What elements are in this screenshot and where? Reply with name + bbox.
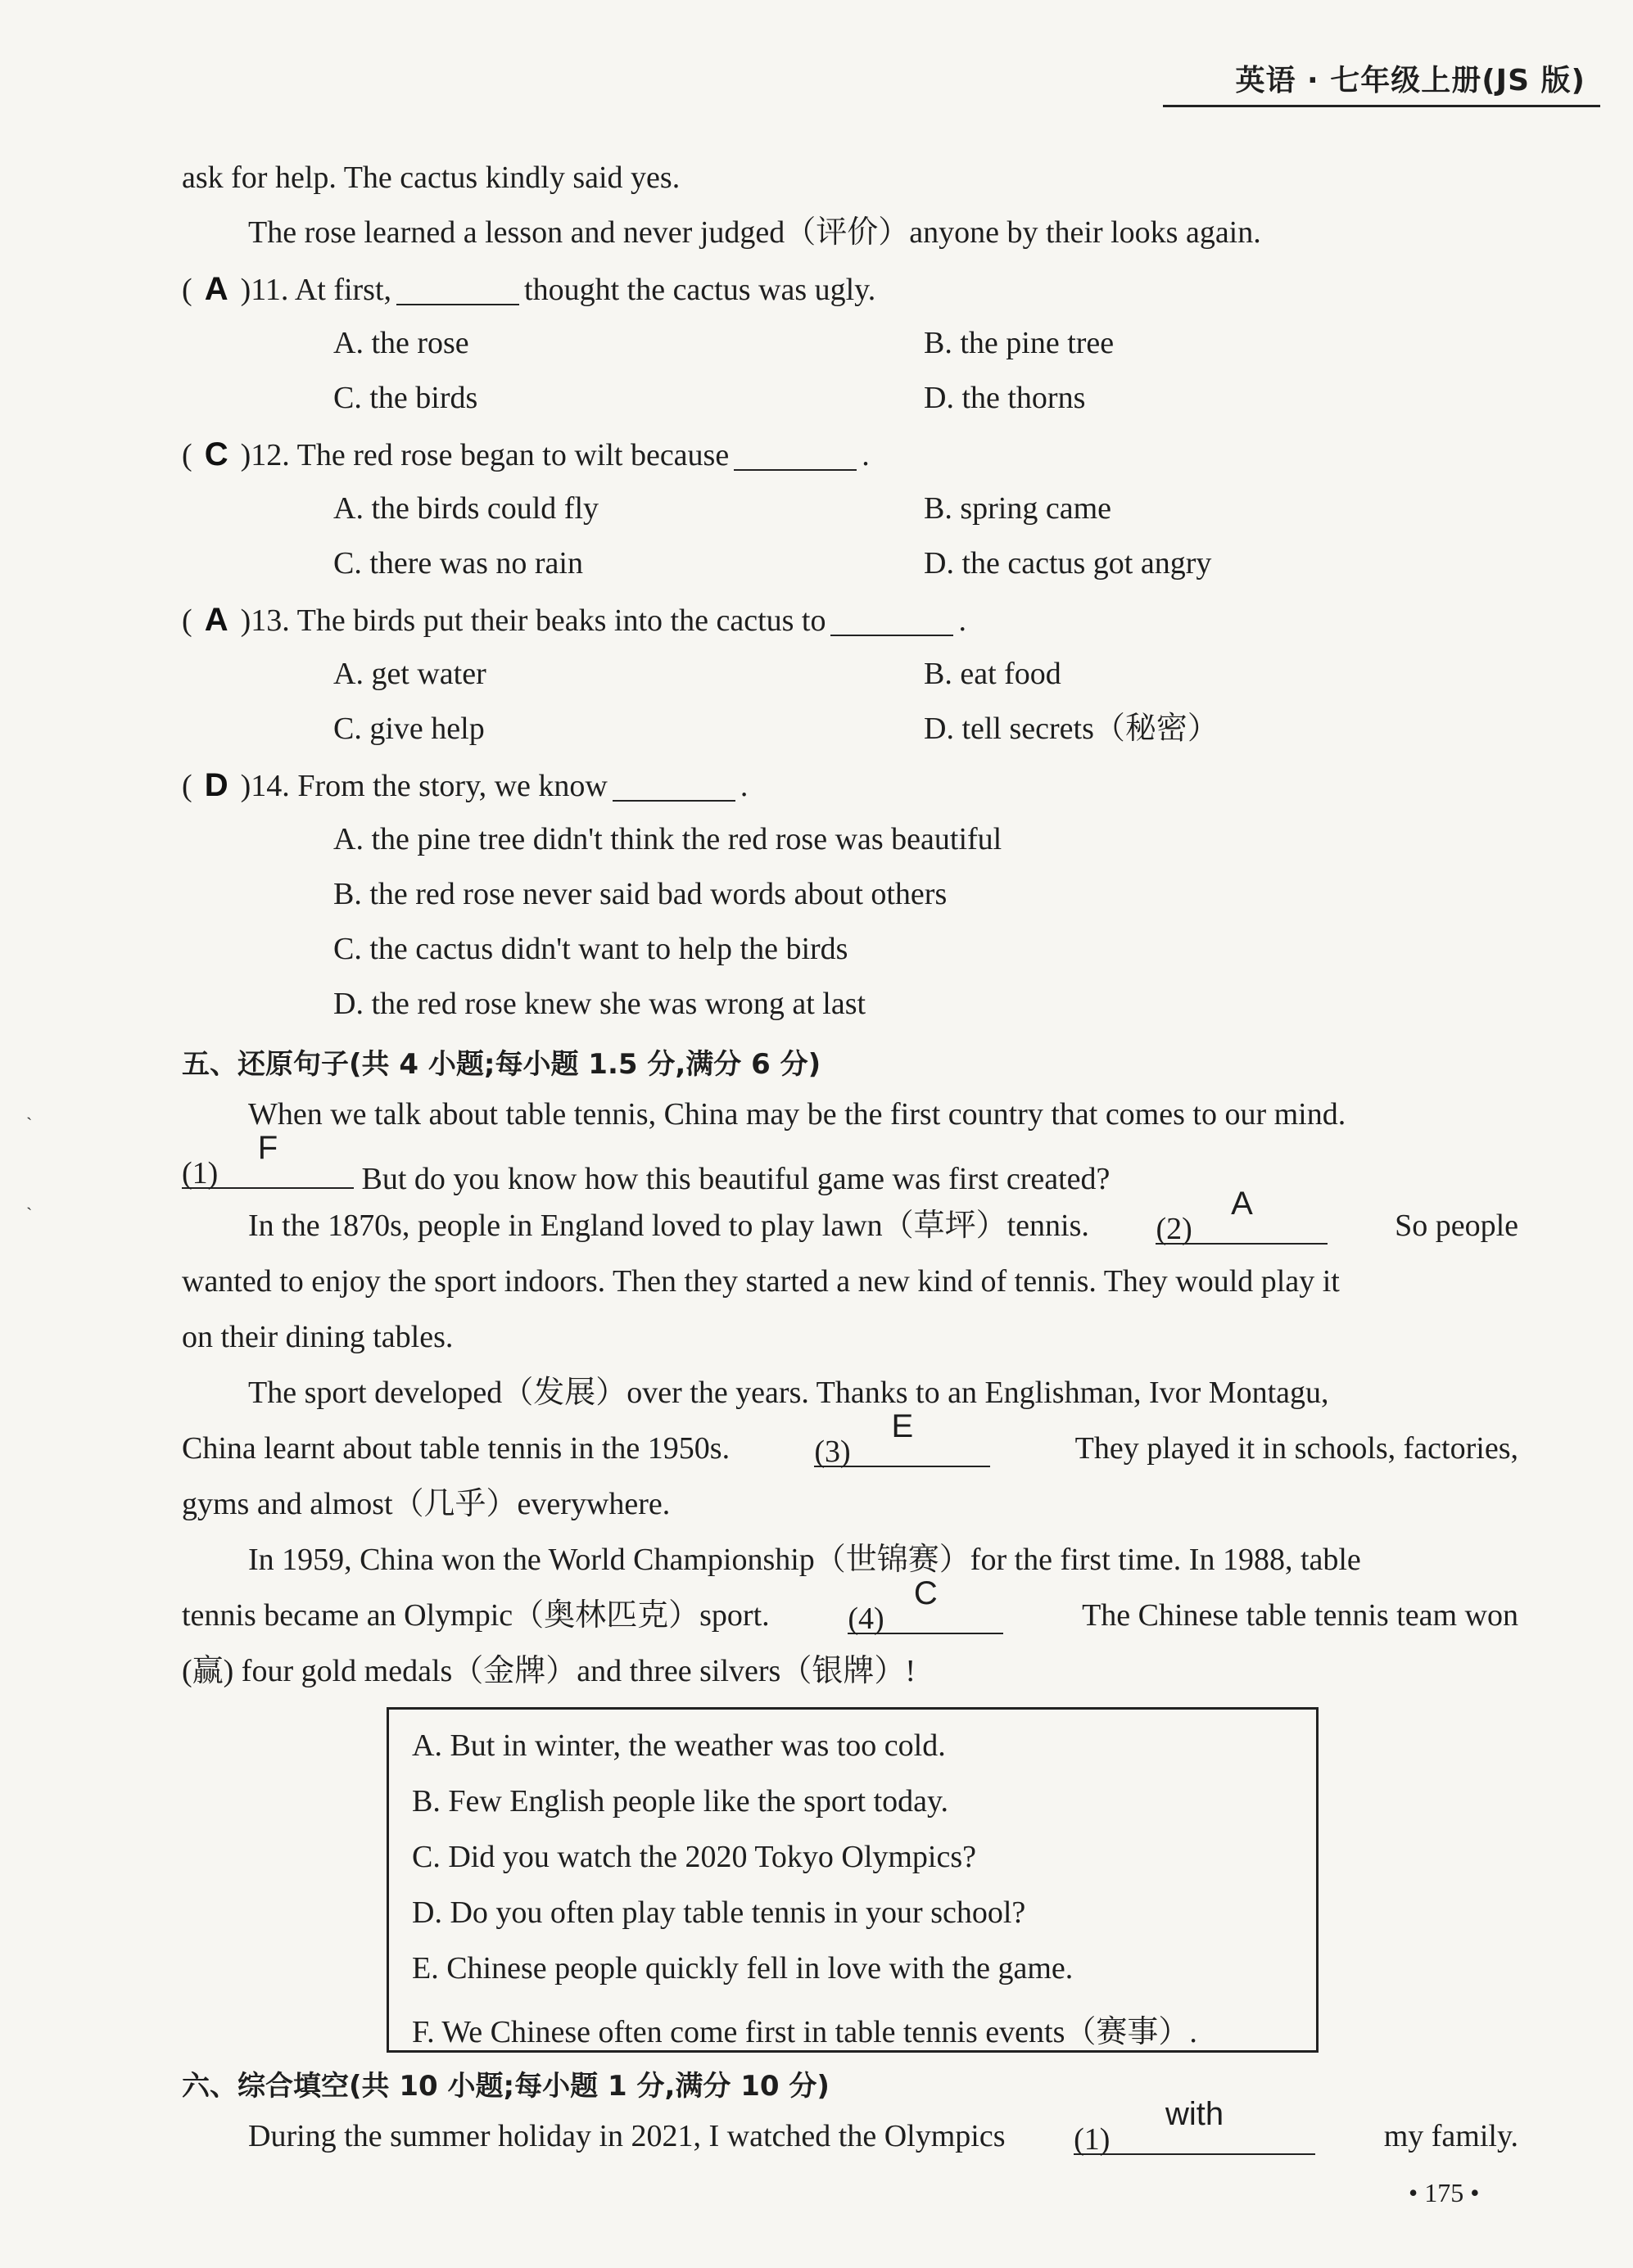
option: A. the pine tree didn't think the red rose was beautiful [333, 822, 1002, 856]
answer-blank [613, 772, 735, 802]
question-number: )11. [240, 273, 289, 307]
passage-line: on their dining tables. [182, 1320, 454, 1354]
margin-mark: ` [26, 1114, 33, 1134]
handwritten-answer: C [913, 1575, 938, 1611]
option: D. tell secrets（秘密） [924, 712, 1219, 746]
passage-line [182, 1408, 1518, 1469]
question-11: ( A )11. At first, thought the cactus was ugly. [182, 271, 876, 307]
answer-blank-6-1 [1074, 2096, 1315, 2157]
option: B. the pine tree [924, 326, 1115, 360]
options-box [387, 1707, 1319, 2053]
option: B. spring came [924, 491, 1112, 526]
section-title: 六、综合填空(共 10 小题;每小题 1 分,满分 10 分) [182, 2070, 830, 2103]
passage-line [182, 1130, 1111, 1196]
passage-line: ask for help. The cactus kindly said yes. [182, 160, 681, 195]
passage-line: In 1959, China won the World Championship（世锦赛）for the first time. In 1988, table [248, 1543, 1361, 1577]
page-header: 英语 · 七年级上册(JS 版) [1235, 64, 1586, 97]
passage-line [248, 1186, 1518, 1246]
question-stem-end: . [740, 769, 749, 803]
blank-number: (4) [848, 1602, 884, 1636]
passage-line: wanted to enjoy the sport indoors. Then they started a new kind of tennis. They would play it [182, 1264, 1340, 1299]
answer-mark: A [204, 602, 228, 638]
passage-text: In the 1870s, people in England loved to play lawn（草坪）tennis. [248, 1209, 1089, 1243]
option: D. the cactus got angry [924, 546, 1212, 581]
passage-text: China learnt about table tennis in the 1950s. [182, 1431, 731, 1466]
question-stem: The red rose began to wilt because [296, 438, 730, 472]
passage-line: The sport developed（发展）over the years. Thanks to an Englishman, Ivor Montagu, [248, 1376, 1329, 1410]
header-rule [1163, 105, 1600, 107]
option: D. the thorns [924, 381, 1086, 415]
option: B. eat food [924, 657, 1061, 691]
passage-text: tennis became an Olympic（奥林匹克）sport. [182, 1598, 770, 1633]
passage-text: They played it in schools, factories, [1074, 1431, 1518, 1466]
box-option: A. But in winter, the weather was too cold. [412, 1728, 946, 1763]
question-stem: The birds put their beaks into the cactus to [296, 603, 826, 638]
option: A. the rose [333, 326, 469, 360]
option: D. the red rose knew she was wrong at last [333, 987, 866, 1021]
passage-text: my family. [1383, 2119, 1518, 2153]
question-stem-end: . [958, 603, 966, 638]
passage-line [182, 1575, 1518, 1636]
answer-blank [734, 441, 857, 471]
margin-mark: ` [26, 1204, 33, 1224]
box-option: C. Did you watch the 2020 Tokyo Olympics? [412, 1840, 977, 1874]
handwritten-answer: E [891, 1408, 914, 1444]
answer-blank [396, 276, 519, 305]
passage-line [248, 2096, 1518, 2157]
option: A. the birds could fly [333, 491, 599, 526]
page-number: • 175 • [1409, 2178, 1480, 2207]
passage-line: The rose learned a lesson and never judged（评价）anyone by their looks again. [248, 215, 1261, 250]
question-stem-end: . [862, 438, 870, 472]
box-option: B. Few English people like the sport today. [412, 1784, 949, 1818]
question-number: )12. [240, 438, 290, 472]
blank-number: (1) [1074, 2122, 1111, 2157]
passage-line: (赢) four gold medals（金牌）and three silvers（银牌）! [182, 1654, 916, 1688]
box-option: D. Do you often play table tennis in your school? [412, 1895, 1026, 1930]
answer-blank-1 [182, 1130, 354, 1190]
option: A. get water [333, 657, 486, 691]
handwritten-answer: A [1231, 1186, 1253, 1222]
blank-number: (3) [814, 1434, 851, 1469]
answer-blank-3 [814, 1408, 990, 1469]
blank-number: (2) [1156, 1212, 1192, 1246]
passage-text: The Chinese table tennis team won [1082, 1598, 1518, 1633]
passage-text: During the summer holiday in 2021, I watched the Olympics [248, 2119, 1006, 2153]
blank-number: (1) [182, 1156, 219, 1190]
question-14: ( D )14. From the story, we know . [182, 767, 749, 803]
passage-line: When we talk about table tennis, China may be the first country that comes to our mind. [248, 1097, 1346, 1132]
box-option: E. Chinese people quickly fell in love with the game. [412, 1951, 1074, 1986]
passage-text: So people [1395, 1209, 1518, 1243]
option: C. there was no rain [333, 546, 583, 581]
section-title: 五、还原句子(共 4 小题;每小题 1.5 分,满分 6 分) [182, 1048, 821, 1081]
answer-blank [830, 607, 953, 636]
question-stem: At first, [294, 273, 392, 307]
answer-mark: C [204, 436, 228, 472]
question-stem-end: thought the cactus was ugly. [524, 273, 876, 307]
question-13: ( A )13. The birds put their beaks into the cactus to . [182, 602, 966, 638]
option: C. the cactus didn't want to help the birds [333, 932, 848, 966]
box-option: F. We Chinese often come first in table tennis events（赛事）. [412, 2015, 1197, 2049]
option: C. give help [333, 712, 485, 746]
passage-line: gyms and almost（几乎）everywhere. [182, 1487, 671, 1521]
option: C. the birds [333, 381, 478, 415]
passage-text: But do you know how this beautiful game was first created? [361, 1162, 1111, 1196]
option: B. the red rose never said bad words about others [333, 877, 948, 911]
question-stem: From the story, we know [297, 769, 608, 803]
answer-blank-2 [1156, 1186, 1328, 1246]
answer-mark: A [204, 271, 228, 307]
answer-blank-4 [848, 1575, 1003, 1636]
handwritten-answer: F [257, 1130, 278, 1166]
question-12: ( C )12. The red rose began to wilt because . [182, 436, 870, 472]
question-number: )13. [240, 603, 290, 638]
handwritten-answer: with [1165, 2096, 1224, 2132]
question-number: )14. [240, 769, 290, 803]
answer-mark: D [204, 767, 228, 803]
